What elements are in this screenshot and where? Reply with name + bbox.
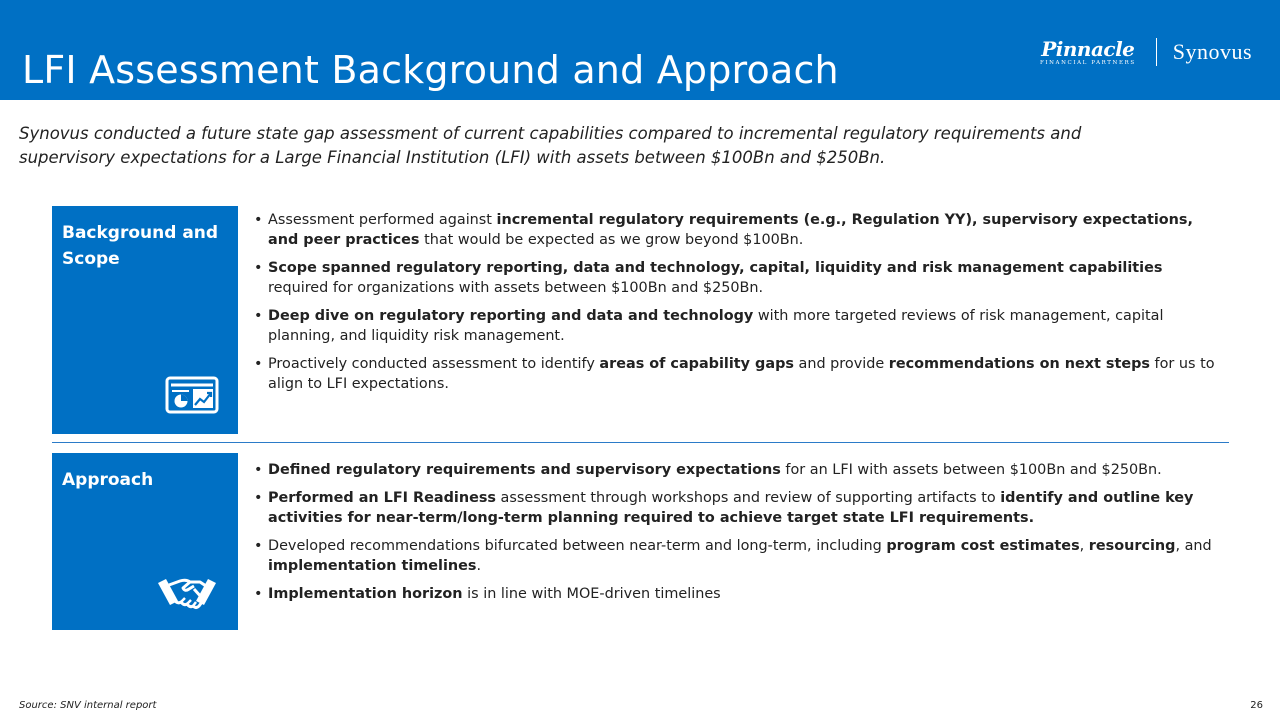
background-scope-label: Background and Scope [62, 223, 219, 269]
synovus-logo: Synovus [1172, 39, 1252, 64]
approach-label-box [52, 453, 238, 630]
approach-bullets [252, 460, 1222, 612]
section-divider [52, 442, 1229, 443]
bold-text: program cost estimates [886, 538, 1080, 554]
bold-text: Implementation horizon [268, 586, 463, 602]
pinnacle-logo-name: Pinnacle [1041, 36, 1135, 61]
report-chart-icon [164, 374, 220, 418]
list-item: • Developed recommendations bifurcated between near-term and long-term, including program cost estimates, resourcing, and implementation timelines. [252, 536, 1222, 576]
bold-text: resourcing [1088, 538, 1176, 554]
list-item: • Implementation horizon is in line with MOE-driven timelines [252, 584, 1222, 604]
list-item: • Defined regulatory requirements and supervisory expectations for an LFI with assets between $100Bn and $250Bn. [252, 460, 1222, 480]
handshake-icon [156, 573, 218, 617]
bold-text: Performed an LFI Readiness [268, 490, 496, 506]
background-scope-bullets [252, 210, 1222, 402]
bold-text: areas of capability gaps [599, 356, 794, 372]
list-item: • Performed an LFI Readiness assessment through workshops and review of supporting artifacts to identify and outline key activities for near-term/long-term planning required to achieve target state LFI requirements. [252, 488, 1222, 528]
list-item: • Assessment performed against incremental regulatory requirements (e.g., Regulation YY), supervisory expectations, and peer practices that would be expected as we grow beyond $100Bn. [252, 210, 1222, 250]
pinnacle-logo [1039, 36, 1136, 66]
bold-text: identify and outline key activities for near-term/long-term planning required to achieve target state LFI requirements. [268, 490, 1194, 526]
bold-text: recommendations on next steps [888, 356, 1150, 372]
bold-text: implementation timelines [268, 558, 477, 574]
footer-source: Source: SNV internal report [19, 700, 157, 711]
background-scope-label-box [52, 206, 238, 434]
list-item: • Proactively conducted assessment to identify areas of capability gaps and provide recommendations on next steps for us to align to LFI expectations. [252, 354, 1222, 394]
bold-text: Scope spanned regulatory reporting, data and technology, capital, liquidity and risk management capabilities [268, 260, 1163, 276]
page-title: LFI Assessment Background and Approach [22, 48, 839, 92]
company-logo [1040, 36, 1252, 68]
list-item: • Scope spanned regulatory reporting, data and technology, capital, liquidity and risk management capabilities required for organizations with assets between $100Bn and $250Bn. [252, 258, 1222, 298]
page-number: 26 [1250, 700, 1263, 711]
bold-text: Deep dive on regulatory reporting and data and technology [268, 308, 754, 324]
bold-text: Defined regulatory requirements and supervisory expectations [268, 462, 781, 478]
logo-divider [1156, 38, 1157, 66]
list-item: • Deep dive on regulatory reporting and data and technology with more targeted reviews of risk management, capital planning, and liquidity risk management. [252, 306, 1222, 346]
approach-label: Approach [62, 470, 154, 490]
intro-text: Synovus conducted a future state gap assessment of current capabilities compared to incremental regulatory requirements and supervisory expectations for a Large Financial Institution (LFI) with assets between $100Bn and $250Bn. [19, 124, 1082, 167]
bold-text: incremental regulatory requirements (e.g., Regulation YY), supervisory expectations, and peer practices [268, 212, 1193, 248]
pinnacle-logo-subtitle: FINANCIAL PARTNERS [1039, 59, 1136, 66]
